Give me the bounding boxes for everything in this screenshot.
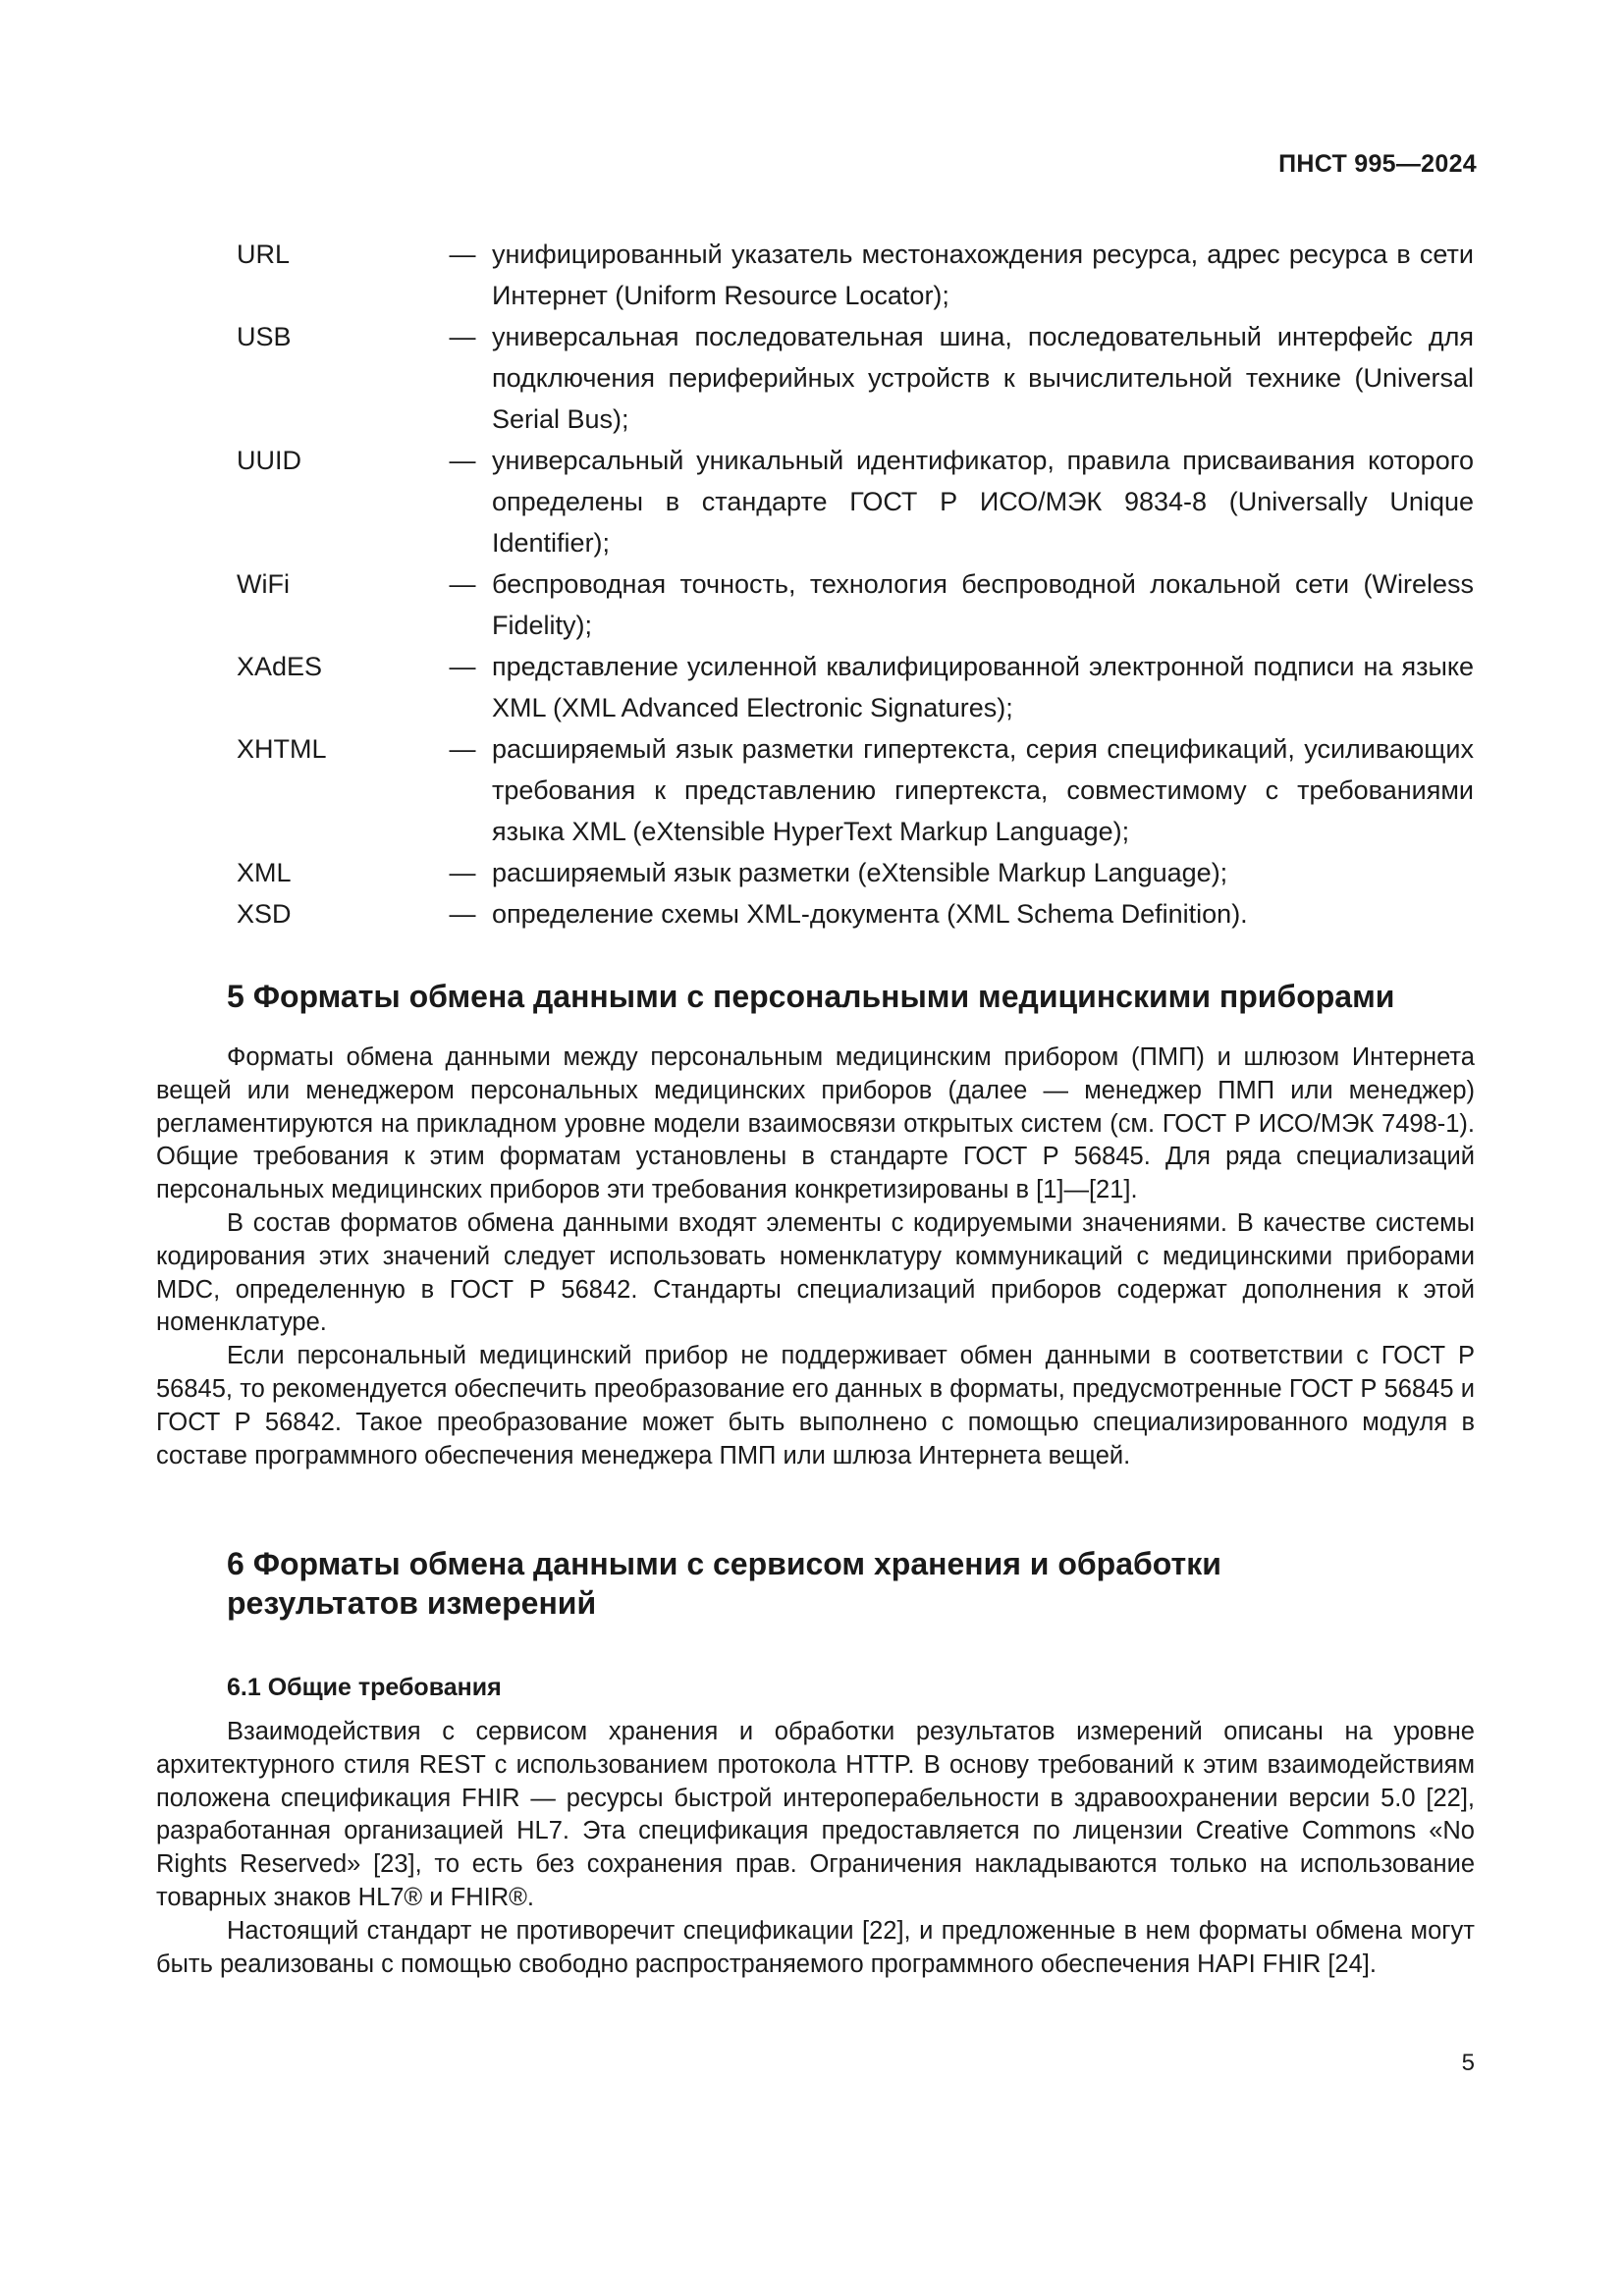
abbreviation-dash: — [449,569,476,599]
section-5-body [156,1041,1475,1472]
abbreviation-dash: — [449,734,476,764]
abbreviation-dash: — [449,240,476,269]
section-6-paragraph: Настоящий стандарт не противоречит спецификации [22], и предложенные в нем форматы обмена могут быть реализованы с помощью свободно распространяемого программного обеспечения HAPI FHIR [24]. [156,1916,1475,1978]
abbreviation-row [237,563,1474,646]
abbreviation-row [237,728,1474,852]
abbreviation-term: URL [237,240,291,269]
abbreviation-definition: универсальный уникальный идентификатор, правила присваивания которого определены в стандарте ГОСТ Р ИСО/МЭК 9834-8 (Universally Unique Identifier); [492,446,1474,558]
abbreviation-row [237,646,1474,728]
abbreviation-definition: представление усиленной квалифицированной электронной подписи на языке XML (XML Advanced Electronic Signatures); [492,652,1474,722]
page-number: 5 [1461,2050,1475,2076]
abbreviation-dash: — [449,899,476,929]
abbreviation-definition: расширяемый язык разметки гипертекста, серия спецификаций, усиливающих требования к представлению гипертекста, совместимому с требованиями языка XML (eXtensible HyperText Markup Language); [492,734,1474,846]
abbreviation-definition: расширяемый язык разметки (eXtensible Markup Language); [492,858,1228,887]
section-5-title: 5 Форматы обмена данными с персональными медицинскими приборами [227,979,1395,1014]
section-6-body [156,1716,1475,1981]
abbreviation-dash: — [449,322,476,351]
abbreviation-dash: — [449,652,476,681]
subsection-6-1-title: 6.1 Общие требования [227,1674,502,1701]
abbreviation-definition: универсальная последовательная шина, последовательный интерфейс для подключения периферийных устройств к вычислительной технике (Universal Serial Bus); [492,322,1474,434]
abbreviation-row [237,234,1474,316]
abbreviation-row [237,316,1474,440]
section-6-paragraph: Взаимодействия с сервисом хранения и обработки результатов измерений описаны на уровне архитектурного стиля REST с использованием протокола HTTP. В основу требований к этим взаимодействиям положена спецификация FHIR — ресурсы быстрой интероперабельности в здравоохранении версии 5.0 [22], разработанная организацией HL7. Эта спецификация предоставляется по лицензии Creative Commons «No Rights Reserved» [23], то есть без сохранения прав. Ограничения накладываются только на использование товарных знаков HL7® и FHIR®. [156,1718,1475,1911]
abbreviation-definition: унифицированный указатель местонахождения ресурса, адрес ресурса в сети Интернет (Uniform Resource Locator); [492,240,1474,310]
section-6-title-line-1: 6 Форматы обмена данными с сервисом хранения и обработки [227,1546,1221,1581]
abbreviation-list [237,234,1474,934]
abbreviation-term: WiFi [237,569,290,599]
abbreviation-term: XML [237,858,292,887]
abbreviation-term: USB [237,322,292,351]
section-5-paragraph: Форматы обмена данными между персональным медицинским прибором (ПМП) и шлюзом Интернета вещей или менеджером персональных медицинских приборов (далее — менеджер ПМП или менеджер) регламентируются на прикладном уровне модели взаимосвязи открытых систем (см. ГОСТ Р ИСО/МЭК 7498-1). Общие требования к этим форматам установлены в стандарте ГОСТ Р 56845. Для ряда специализаций персональных медицинских приборов эти требования конкретизированы в [1]—[21]. [156,1043,1475,1204]
abbreviation-dash: — [449,446,476,475]
abbreviation-term: XSD [237,899,292,929]
abbreviation-row [237,440,1474,563]
section-5-paragraph: Если персональный медицинский прибор не поддерживает обмен данными в соответствии с ГОСТ Р 56845, то рекомендуется обеспечить преобразование его данных в форматы, предусмотренные ГОСТ Р 56845 и ГОСТ Р 56842. Такое преобразование может быть выполнено с помощью специализированного модуля в составе программного обеспечения менеджера ПМП или шлюза Интернета вещей. [156,1342,1475,1469]
abbreviation-definition: беспроводная точность, технология беспроводной локальной сети (Wireless Fidelity); [492,569,1474,640]
abbreviation-definition: определение схемы XML-документа (XML Schema Definition). [492,899,1248,929]
abbreviation-term: XHTML [237,734,327,764]
document-id: ПНСТ 995—2024 [1278,150,1477,178]
abbreviation-dash: — [449,858,476,887]
abbreviation-term: XAdES [237,652,323,681]
section-5-paragraph: В состав форматов обмена данными входят элементы с кодируемыми значениями. В качестве системы кодирования этих значений следует использовать номенклатуру коммуникаций с медицинскими приборами MDC, определенную в ГОСТ Р 56842. Стандарты специализаций приборов содержат дополнения к этой номенклатуре. [156,1208,1475,1337]
abbreviation-row [237,893,1474,934]
abbreviation-term: UUID [237,446,301,475]
section-6-title-line-2: результатов измерений [227,1585,597,1621]
abbreviation-row [237,852,1474,893]
